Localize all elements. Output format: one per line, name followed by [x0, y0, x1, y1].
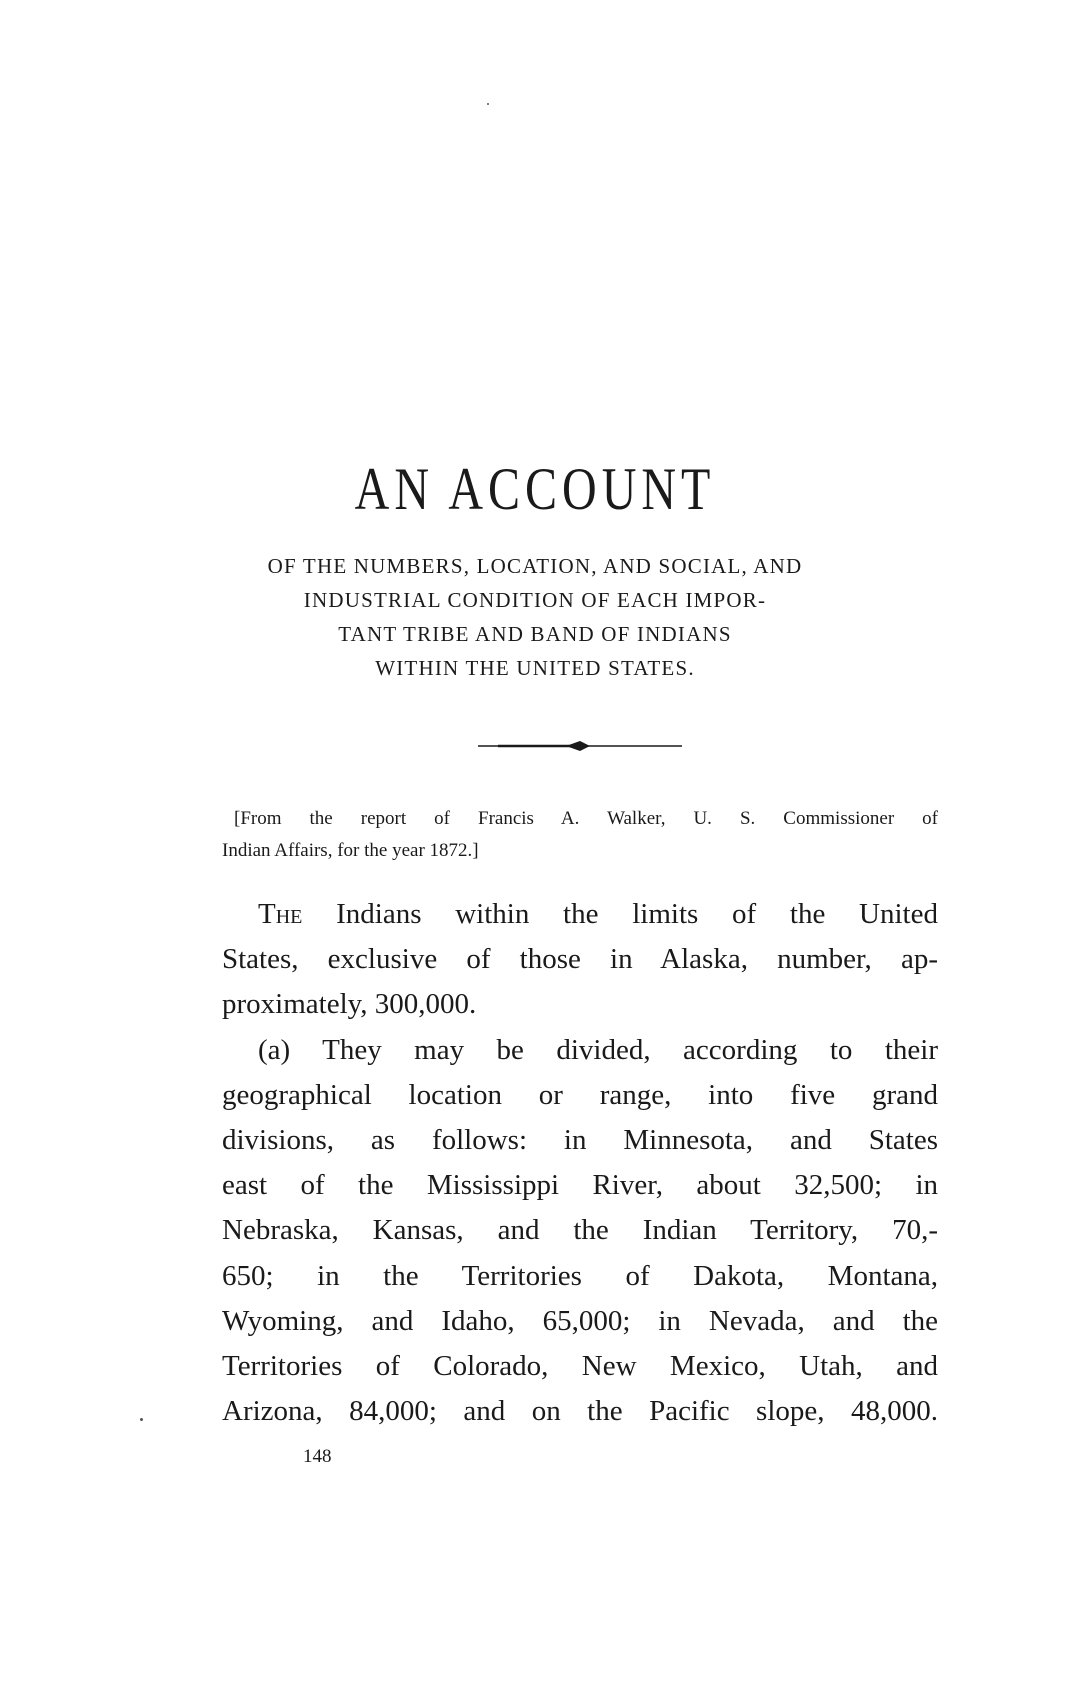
source-line: Indian Affairs, for the year 1872.] [222, 840, 479, 861]
paragraph-line: Wyoming, and Idaho, 65,000; in Nevada, and the [222, 1304, 938, 1337]
paragraph-line: (a) They may be divided, according to their [258, 1033, 938, 1066]
subtitle-line: OF THE NUMBERS, LOCATION, AND SOCIAL, AND [267, 554, 803, 578]
paragraph-line: Nebraska, Kansas, and the Indian Territory, 70,- [222, 1214, 938, 1247]
paragraph-line: Territories of Colorado, New Mexico, Utah, and [222, 1350, 938, 1383]
ornamental-divider [478, 740, 682, 752]
subtitle-line: INDUSTRIAL CONDITION OF EACH IMPOR- [303, 588, 767, 612]
subtitle-line: WITHIN THE UNITED STATES. [375, 656, 695, 680]
paragraph-line [222, 892, 938, 937]
line-text: Indians within the limits of the United [302, 898, 938, 930]
body-text [222, 892, 938, 1434]
subtitle [0, 549, 1070, 685]
paper-speck [140, 1418, 143, 1421]
subtitle-line: TANT TRIBE AND BAND OF INDIANS [338, 622, 732, 646]
paragraph-line: divisions, as follows: in Minnesota, and States [222, 1124, 938, 1157]
lead-word: The [258, 898, 303, 930]
source-line: [From the report of Francis A. Walker, U. S. Commissioner of [234, 808, 938, 829]
page-title: AN ACCOUNT [354, 456, 716, 523]
paragraph-line: Arizona, 84,000; and on the Pacific slope, 48,000. [222, 1395, 938, 1428]
page-number: 148 [303, 1446, 332, 1467]
paragraph-line: 650; in the Territories of Dakota, Montana, [222, 1259, 938, 1292]
paragraph-line: geographical location or range, into five grand [222, 1078, 938, 1111]
paragraph-line: east of the Mississippi River, about 32,500; in [222, 1169, 938, 1202]
paper-speck [487, 103, 489, 105]
source-citation [222, 803, 938, 867]
paragraph-line: States, exclusive of those in Alaska, number, ap- [222, 943, 938, 976]
paragraph-line: proximately, 300,000. [222, 988, 477, 1021]
